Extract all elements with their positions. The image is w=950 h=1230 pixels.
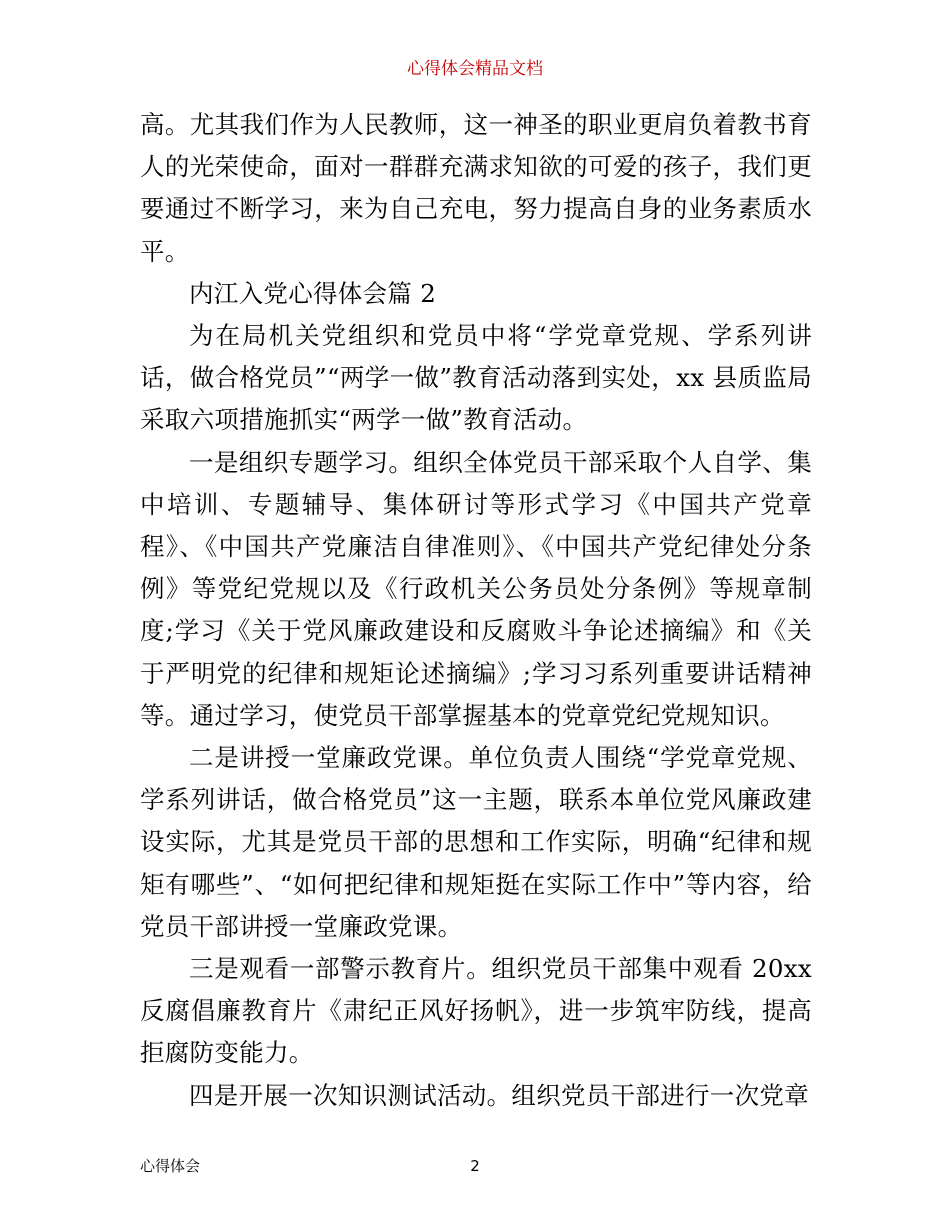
paragraph-measure-1: 一是组织专题学习。组织全体党员干部采取个人自学、集中培训、专题辅导、集体研讨等形式学习《中国共产党章程》、《中国共产党廉洁自律准则》、《中国共产党纪律处分条例》等党纪党规以及《行政机关公务员处分条例》等规章制度;学习《关于党风廉政建设和反腐败斗争论述摘编》和《关于严明党的纪律和规矩论述摘编》;学习习系列重要讲话精神等。通过学习，使党员干部掌握基本的党章党纪党规知识。	[140, 447, 812, 730]
paragraph-intro: 为在局机关党组织和党员中将“学党章党规、学系列讲话，做合格党员”“两学一做”教育活动落到实处，xx 县质监局采取六项措施抓实“两学一做”教育活动。	[140, 321, 812, 435]
paragraph-measure-2: 二是讲授一堂廉政党课。单位负责人围绕“学党章党规、学系列讲话，做合格党员”这一主题，联系本单位党风廉政建设实际，尤其是党员干部的思想和工作实际，明确“纪律和规矩有哪些”、“如何把纪律和规矩挺在实际工作中”等内容，给党员干部讲授一堂廉政党课。	[140, 743, 812, 941]
section-heading: 内江入党心得体会篇 2	[189, 278, 437, 308]
paragraph-measure-3: 三是观看一部警示教育片。组织党员干部集中观看 20xx 反腐倡廉教育片《肃纪正风好扬帆》，进一步筑牢防线，提高拒腐防变能力。	[140, 954, 812, 1068]
page-footer-label: 心得体会	[140, 1157, 201, 1175]
paragraph-continuation: 高。尤其我们作为人民教师，这一神圣的职业更肩负着教书育人的光荣使命，面对一群群充满求知欲的可爱的孩子，我们更要通过不断学习，来为自己充电，努力提高自身的业务素质水平。	[140, 110, 812, 266]
paragraph-measure-4: 四是开展一次知识测试活动。组织党员干部进行一次党章	[189, 1080, 809, 1110]
page-number: 2	[470, 1157, 480, 1175]
document-body	[140, 104, 812, 1117]
page-header-title: 心得体会精品文档	[407, 59, 543, 79]
